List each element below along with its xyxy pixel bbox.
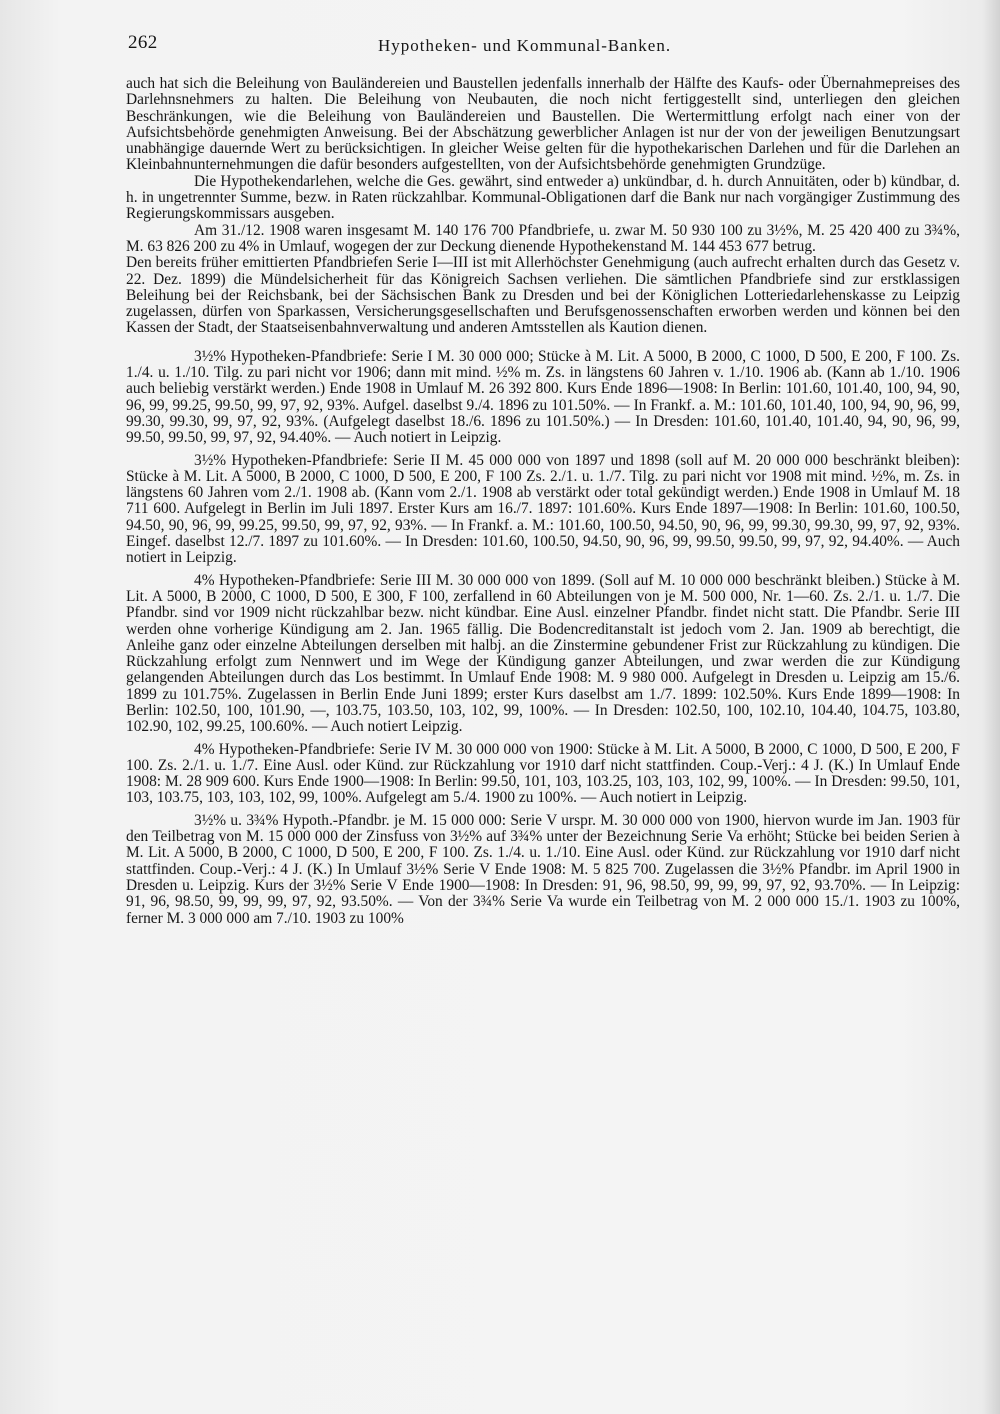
paragraph-muendelsicherheit: Den bereits früher emittierten Pfandbriefen Serie I—III ist mit Allerhöchster Genehmigung (auch aufrecht erhalten durch das Gesetz v. 22. Dez. 1899) die Mündelsicherheit für das Königreich Sachsen verliehen. Die sämtlichen Pfandbriefe sind zur erstklassigen Beleihung bei der Reichsbank, bei der Sächsischen Bank zu Dresden und bei der Königlichen Lotteriedarlehenskasse zu Leipzig zugelassen, dürfen von Sparkassen, Versicherungsgesellschaften und Berufsgenossenschaften erworben werden und können bei den Kassen der Stadt, der Staatseisenbahnverwaltung und anderen Amtsstellen als Kaution dienen. — [126, 254, 960, 337]
paragraph-serie-4: 4% Hypotheken-Pfandbriefe: Serie IV M. 30 000 000 von 1900: Stücke à M. Lit. A 5000, B 2000, C 1000, D 500, E 200, F 100. Zs. 2./1. u. 1./7. Eine Ausl. oder Künd. zur Rückzahlung vor 1910 darf nicht stattfinden. Coup.-Verj.: 4 J. (K.) In Umlauf Ende 1908: M. 28 909 600. Kurs Ende 1900—1908: In Berlin: 99.50, 101, 103, 103.25, 103, 103, 102, 99, 100%. — In Dresden: 99.50, 101, 103, 103.75, 103, 103, 102, 99, 100%. Aufgelegt am 5./4. 1900 zu 100%. — Auch notiert in Leipzig. — [126, 740, 960, 807]
running-title: Hypotheken- und Kommunal-Banken. — [378, 36, 672, 55]
paragraph-beleihung: auch hat sich die Beleihung von Bauländereien und Baustellen jedenfalls innerhalb der Hälfte des Kaufs- oder Übernahmepreises des Darlehnsnehmers zu halten. Die Beleihung von Neubauten, die noch nicht fertiggestellt sind, unterliegen den gleichen Beschränkungen, wie die Beleihung von Bauländereien und Baustellen. Die Wertermittlung erfolgt nach einer von der Aufsichtsbehörde genehmigten Anweisung. Bei der Abschätzung gewerblicher Anlagen ist nur der von der jeweiligen Benutzungsart unabhängige dauernde Wert zu berücksichtigen. In gleicher Weise gelten für die hypothekarischen Darlehen und für die Darlehen an Kleinbahnunternehmungen die dafür besonders aufgestellten, von der Aufsichtsbehörde genehmigten Grundzüge. — [126, 75, 960, 174]
paragraph-serie-2: 3½% Hypotheken-Pfandbriefe: Serie II M. 45 000 000 von 1897 und 1898 (soll auf M. 20 000 000 beschränkt bleiben): Stücke à M. Lit. A 5000, B 2000, C 1000, D 500, E 200, F 100 Zs. 2./1. u. 1./7. Tilg. zu pari nicht vor 1908 mit mind. ½%, m. Zs. in längstens 60 Jahren vom 2./1. 1908 ab. (Kann vom 2./1. 1908 ab verstärkt oder total gekündigt werden.) Ende 1908 in Umlauf M. 18 711 600. Aufgelegt in Berlin im Juli 1897. Erster Kurs am 16./7. 1897: 101.60%. Kurs Ende 1897—1908: In Berlin: 101.60, 100.50, 94.50, 90, 96, 99, 99.25, 99.50, 99, 97, 92, 93%. — In Frankf. a. M.: 101.60, 100.50, 94.50, 90, 96, 99, 99.30, 99.30, 99, 97, 92, 93%. Eingef. daselbst 12./7. 1897 zu 101.60%. — In Dresden: 101.60, 100.50, 94.50, 90, 96, 99, 99.50, 99.50, 99, 97, 92, 94.40%. — Auch notiert in Leipzig. — [126, 451, 960, 567]
page-number: 262 — [128, 32, 158, 53]
page-header — [126, 24, 960, 64]
body-text — [126, 76, 960, 927]
paragraph-serie-5: 3½% u. 3¾% Hypoth.-Pfandbr. je M. 15 000 000: Serie V urspr. M. 30 000 000 von 1900, hiervon wurde im Jan. 1903 für den Teilbetrag von M. 15 000 000 der Zinsfuss von 3½% auf 3¾% unter der Bezeichnung Serie Va erhöht; Stücke bei beiden Serien à M. Lit. A 5000, B 2000, C 1000, D 500, E 200, F 100. Zs. 1./4. u. 1./10. Eine Ausl. oder Künd. zur Rückzahlung vor 1910 darf nicht stattfinden. Coup.-Verj.: 4 J. (K.) In Umlauf 3½% Serie V Ende 1908: M. 5 825 700. Zugelassen die 3½% Pfandbr. im April 1900 in Dresden u. Leipzig. Kurs der 3½% Serie V Ende 1900—1908: In Dresden: 91, 96, 98.50, 99, 99, 99, 97, 92, 93.70%. — In Leipzig: 91, 96, 98.50, 99, 99, 99, 97, 92, 93.50%. — Von der 3¾% Serie Va wurde ein Teilbetrag von M. 2 000 000 15./1. 1903 zu 100%, ferner M. 3 000 000 am 7./10. 1903 zu 100% — [126, 811, 960, 927]
paragraph-serie-1: 3½% Hypotheken-Pfandbriefe: Serie I M. 30 000 000; Stücke à M. Lit. A 5000, B 2000, C 1000, D 500, E 200, F 100. Zs. 1./4. u. 1./10. Tilg. zu pari nicht vor 1906; dann mit mind. ½% m. Zs. in längstens 60 Jahren v. 1./10. 1906 ab. (Kann ab 1./10. 1906 auch beliebig verstärkt werden.) Ende 1908 in Umlauf M. 26 392 800. Kurs Ende 1896—1908: In Berlin: 101.60, 101.40, 100, 94, 90, 96, 99, 99.25, 99.50, 99, 97, 92, 93%. Aufgel. daselbst 9./4. 1896 zu 101.50%. — In Frankf. a. M.: 101.60, 101.40, 100, 94, 90, 96, 99, 99.30, 99.30, 99, 97, 92, 93%. (Aufgelegt daselbst 18./6. 1896 zu 101.50%.) — In Dresden: 101.60, 101.40, 101.40, 94, 90, 96, 99, 99.50, 99.50, 99, 97, 92, 94.40%. — Auch notiert in Leipzig. — [126, 347, 960, 447]
paragraph-pfandbrief-umlauf: Am 31./12. 1908 waren insgesamt M. 140 176 700 Pfandbriefe, u. zwar M. 50 930 100 zu 3½%, M. 25 420 400 zu 3¾%, M. 63 826 200 zu 4% in Umlauf, wogegen der zur Deckung dienende Hypothekenstand M. 144 453 677 betrug. — [126, 221, 960, 255]
paragraph-serie-3: 4% Hypotheken-Pfandbriefe: Serie III M. 30 000 000 von 1899. (Soll auf M. 10 000 000 beschränkt bleiben.) Stücke à M. Lit. A 5000, B 2000, C 1000, D 500, E 300, F 100, zerfallend in 60 Abteilungen von je M. 500 000, Nr. 1—60. Zs. 2./1. u. 1./7. Die Pfandbr. sind vor 1909 nicht rückzahlbar bezw. nicht kündbar. Eine Ausl. einzelner Pfandbr. findet nicht statt. Die Pfandbr. Serie III werden ohne vorherige Kündigung am 2. Jan. 1965 fällig. Die Bodencreditanstalt ist jedoch vom 2. Jan. 1909 ab berechtigt, die Anleihe ganz oder einzelne Abteilungen derselben mit halbj. an die Zinstermine gebundener Frist zur Rückzahlung zu kündigen. Die Rückzahlung erfolgt zum Nennwert und im Wege der Kündigung ganzer Abteilungen, und zwar werden die zur Kündigung gelangenden Abteilungen durch das Los bestimmt. In Umlauf Ende 1908: M. 9 980 000. Aufgelegt in Dresden u. Leipzig am 15./6. 1899 zu 101.75%. Zugelassen in Berlin Ende Juni 1899; erster Kurs daselbst am 1./7. 1899: 102.50%. Kurs Ende 1899—1908: In Berlin: 102.50, 100, 101.90, —, 103.75, 103.50, 103, 102, 99, 100%. — In Dresden: 102.50, 100, 102.10, 104.40, 104.75, 103.80, 102.90, 102, 99.25, 100.60%. — Auch notiert Leipzig. — [126, 571, 960, 736]
page-edge-shadow — [982, 0, 1000, 1414]
paragraph-hypothekendarlehen: Die Hypothekendarlehen, welche die Ges. gewährt, sind entweder a) unkündbar, d. h. durch Annuitäten, oder b) kündbar, d. h. in ungetrennter Summe, bezw. in Raten rückzahlbar. Kommunal-Obligationen darf die Bank nur nach vorgängiger Zustimmung des Regierungskommissars ausgeben. — [126, 172, 960, 223]
